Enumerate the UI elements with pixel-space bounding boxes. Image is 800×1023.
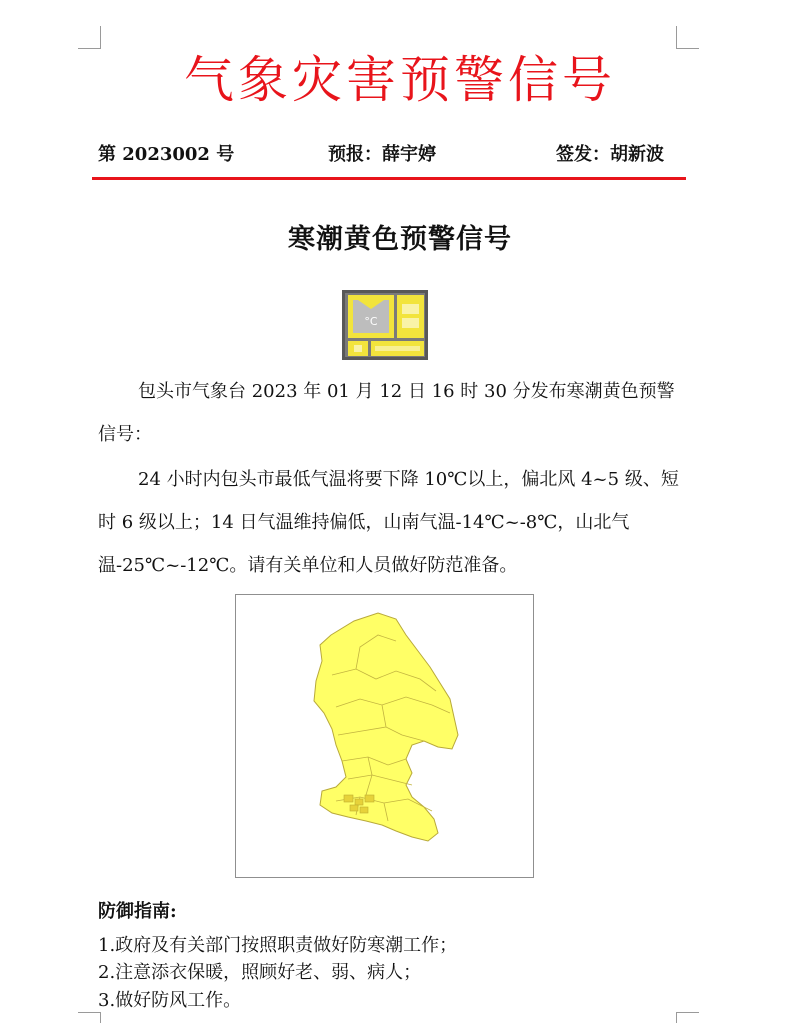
main-title: 气象灾害预警信号 [184, 51, 616, 109]
page-corner-mark-bottom-right [676, 1012, 699, 1023]
warning-area-map [235, 594, 534, 878]
guide-item: 1.政府及有关部门按照职责做好防寒潮工作； [98, 935, 458, 956]
header-divider [92, 177, 686, 180]
issue-number: 第 2023002 号 [98, 144, 235, 165]
forecast-paragraph: 24 小时内包头市最低气温将要下降 10℃以上，偏北风 4~5 级、短时 6 级以上；14 日气温维持偏低，山南气温-14℃~-8℃，山北气温-25℃~-12℃。请有关单位和人员做好防范准备。 [98, 469, 679, 576]
document-title: 寒潮黄色预警信号 [288, 224, 512, 255]
baotou-region-map [236, 595, 533, 877]
guide-item: 3.做好防风工作。 [98, 990, 242, 1011]
page-corner-mark-top-left [78, 26, 101, 49]
issuer: 签发：胡新波 [556, 144, 664, 165]
page-corner-mark-top-right [676, 26, 699, 49]
guide-title: 防御指南: [98, 901, 177, 922]
forecaster: 预报：薛宇婷 [328, 144, 436, 165]
svg-text:°C: °C [364, 315, 378, 328]
cold-wave-yellow-warning-icon [342, 290, 428, 360]
page-corner-mark-bottom-left [78, 1012, 101, 1023]
guide-item: 2.注意添衣保暖，照顾好老、弱、病人； [98, 962, 422, 983]
issue-paragraph: 包头市气象台 2023 年 01 月 12 日 16 时 30 分发布寒潮黄色预警信号： [98, 381, 675, 445]
